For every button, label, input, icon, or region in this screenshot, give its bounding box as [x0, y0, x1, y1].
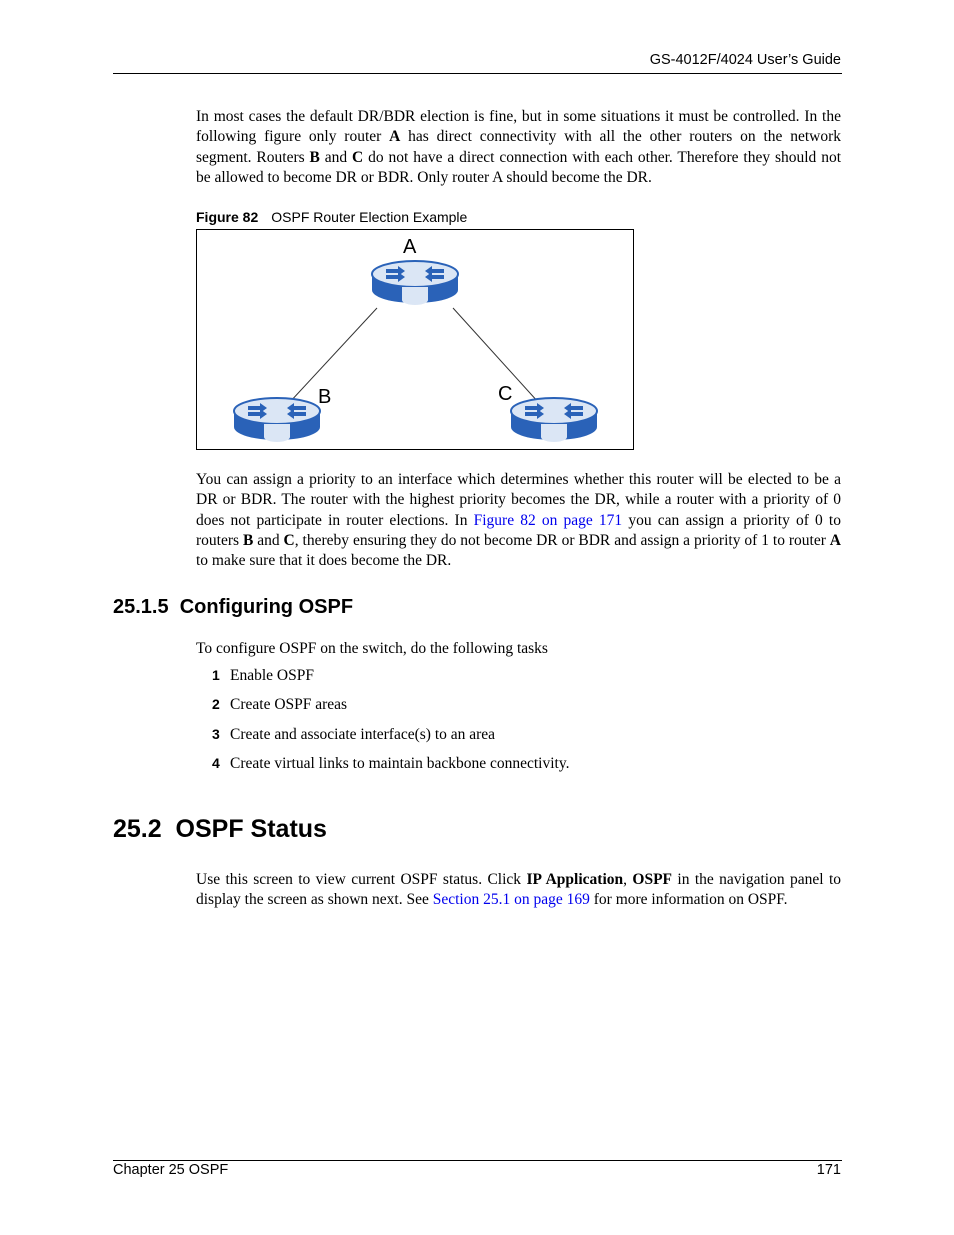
list-item: 2 Create OSPF areas — [212, 696, 348, 713]
footer-rule — [113, 1160, 842, 1161]
router-a-label: A — [403, 236, 417, 258]
figure-caption — [196, 209, 467, 225]
ospf-status-paragraph: Use this screen to view current OSPF status. Click IP Application, OSPF in the navigation panel to display the screen as shown next. See Section 25.1 on page 169 for more information on OSPF. — [196, 871, 841, 909]
running-header: GS-4012F/4024 User’s Guide — [649, 52, 841, 68]
figure-box — [196, 229, 634, 450]
router-a-icon — [372, 261, 458, 305]
router-c-label: C — [498, 383, 513, 405]
header-rule — [113, 73, 842, 74]
figure-caption-title: OSPF Router Election Example — [271, 209, 468, 225]
router-b-icon — [234, 398, 320, 442]
router-b-label: B — [318, 386, 332, 408]
section-25-1-link[interactable]: Section 25.1 on page 169 — [432, 891, 590, 909]
list-item: 3 Create and associate interface(s) to an area — [212, 726, 496, 743]
footer-chapter: Chapter 25 OSPF — [113, 1162, 229, 1178]
section-heading-ospf-status: 25.2 OSPF Status — [113, 815, 327, 843]
figure-caption-label: Figure 82 — [196, 209, 259, 225]
configuring-intro: To configure OSPF on the switch, do the following tasks — [196, 640, 548, 657]
link-a-c — [453, 308, 539, 403]
list-item: 1 Enable OSPF — [212, 667, 314, 684]
figure-82-link[interactable]: Figure 82 on page 171 — [473, 511, 623, 529]
intro-paragraph: In most cases the default DR/BDR election is fine, but in some situations it must be controlled. In the following figure only router A has direct connectivity with all the other routers on the network segment. Routers B and C do not have a direct connection with each other. Therefore they should not be allowed to become DR or BDR. Only router A should become the DR. — [196, 108, 842, 186]
router-c-icon — [511, 398, 597, 442]
link-a-b — [289, 308, 377, 403]
section-heading-configuring-ospf: 25.1.5 Configuring OSPF — [113, 596, 354, 618]
priority-paragraph: You can assign a priority to an interface which determines whether this router will be elected to be a DR or BDR. The router with the highest priority becomes the DR, while a router with a priority of 0 does not participate in router elections. In Figure 82 on page 171 you can assign a priority of 0 to routers B and C, thereby ensuring they do not become DR or BDR and assign a priority of 1 to router A to make sure that it does become the DR. — [196, 471, 841, 570]
ospf-election-diagram — [197, 230, 633, 449]
page-number: 171 — [816, 1162, 841, 1178]
list-item: 4 Create virtual links to maintain backbone connectivity. — [212, 755, 570, 772]
